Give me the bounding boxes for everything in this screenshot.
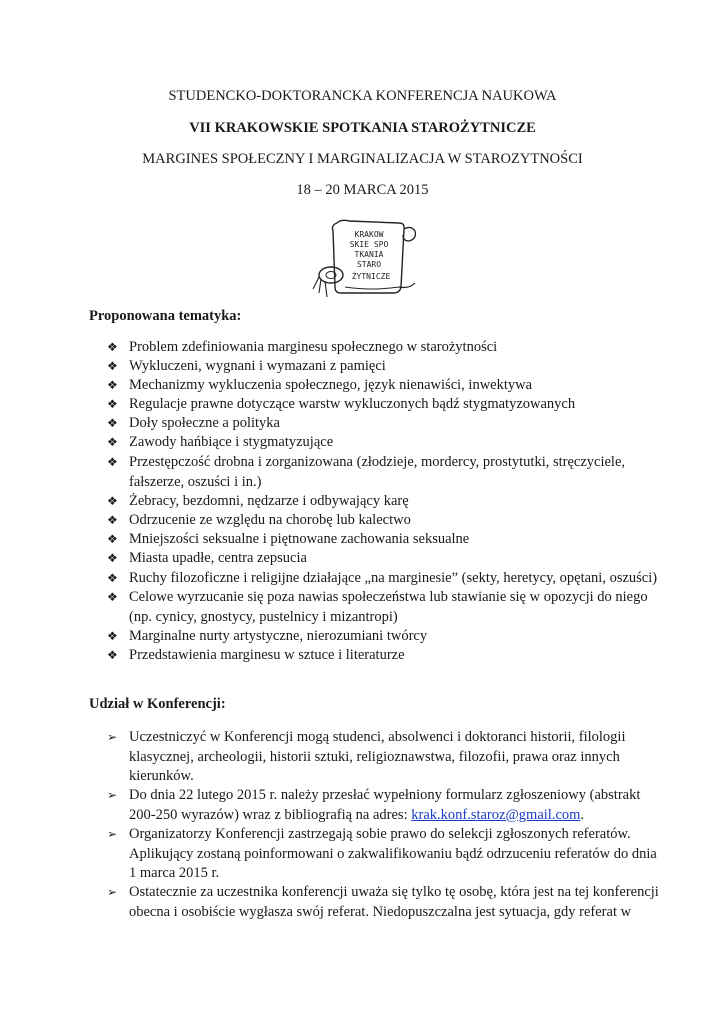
diamond-bullet-icon: ❖ xyxy=(107,551,118,565)
logo-text-line: STARO xyxy=(356,260,382,269)
conference-date: 18 – 20 MARCA 2015 xyxy=(296,182,429,198)
conference-type: STUDENCKO-DOKTORANCKA KONFERENCJA NAUKOWA xyxy=(168,88,557,104)
email-link[interactable]: krak.konf.staroz@gmail.com xyxy=(411,806,581,823)
diamond-bullet-icon: ❖ xyxy=(107,571,118,585)
list-item: ❖ Doły społeczne a polityka xyxy=(107,414,667,434)
list-item: ❖ Problem zdefiniowania marginesu społecznego w starożytności xyxy=(107,338,667,358)
list-item: ❖ Przedstawienia marginesu w sztuce i literaturze xyxy=(107,646,667,666)
arrow-bullet-icon: ➢ xyxy=(107,827,118,841)
topics-heading: Proponowana tematyka: xyxy=(89,308,242,324)
diamond-bullet-icon: ❖ xyxy=(107,590,118,604)
arrow-bullet-icon: ➢ xyxy=(107,788,118,802)
conference-subtitle: MARGINES SPOŁECZNY I MARGINALIZACJA W STAROZYTNOŚCI xyxy=(142,151,583,167)
list-item: ❖ Mechanizmy wykluczenia społecznego, język nienawiści, inwektywa xyxy=(107,376,667,396)
conference-title: VII KRAKOWSKIE SPOTKANIA STAROŻYTNICZE xyxy=(189,120,536,136)
diamond-bullet-icon: ❖ xyxy=(107,378,118,392)
period-text: . xyxy=(580,806,585,823)
list-item: ❖ Przestępczość drobna i zorganizowana (złodzieje, mordercy, prostytutki, stręczyciele, fałszerze, oszuści i in.) xyxy=(107,454,626,490)
logo-text-line: ŻYTNICZE xyxy=(351,272,391,281)
diamond-bullet-icon: ❖ xyxy=(107,513,118,527)
list-item: ❖ Regulacje prawne dotyczące warstw wykluczonych bądź stygmatyzowanych xyxy=(107,395,667,415)
deadline-text: Do dnia 22 lutego 2015 r. należy przesłać wypełniony formularz zgłoszeniowy (abstrakt 200-250 wyrazów) wraz z bibliografią na adres: xyxy=(129,787,641,823)
list-item: ➢ Uczestniczyć w Konferencji mogą studenci, absolwenci i doktoranci historii, filologii klasycznej, archeologii, historii sztuki, religioznawstwa, filozofii, prawa oraz innych kierunków. xyxy=(107,729,626,784)
diamond-bullet-icon: ❖ xyxy=(107,416,118,430)
participation-heading: Udział w Konferencji: xyxy=(89,696,226,712)
diamond-bullet-icon: ❖ xyxy=(107,648,118,662)
logo-text-line: KRAKOW xyxy=(354,230,384,239)
logo-text-line: SKIE SPO xyxy=(349,240,389,249)
arrow-bullet-icon: ➢ xyxy=(107,730,118,744)
diamond-bullet-icon: ❖ xyxy=(107,359,118,373)
diamond-bullet-icon: ❖ xyxy=(107,397,118,411)
diamond-bullet-icon: ❖ xyxy=(107,532,118,546)
scroll-logo xyxy=(311,217,419,299)
list-item xyxy=(107,786,667,825)
diamond-bullet-icon: ❖ xyxy=(107,435,118,449)
list-item: ❖ Wykluczeni, wygnani i wymazani z pamięci xyxy=(107,357,667,377)
diamond-bullet-icon: ❖ xyxy=(107,340,118,354)
list-item: ❖ Zawody hańbiące i stygmatyzujące xyxy=(107,433,667,453)
list-item: ➢ Organizatorzy Konferencji zastrzegają sobie prawo do selekcji zgłoszonych referatów. Aplikujący zostaną poinformowani o zakwalifikowaniu bądź odrzuceniu referatów do dnia 1 marca 2015 r. xyxy=(107,826,657,881)
list-item: ❖ Marginalne nurty artystyczne, nierozumiani twórcy xyxy=(107,627,667,647)
list-item: ➢ Ostatecznie za uczestnika konferencji uważa się tylko tę osobę, która jest na tej konferencji obecna i osobiście wygłasza swój referat. Niedopuszczalna jest sytuacja, gdy referat w xyxy=(107,884,659,920)
diamond-bullet-icon: ❖ xyxy=(107,494,118,508)
list-item: ❖ Mniejszości seksualne i piętnowane zachowania seksualne xyxy=(107,530,667,550)
list-item: ❖ Żebracy, bezdomni, nędzarze i odbywający karę xyxy=(107,492,667,512)
diamond-bullet-icon: ❖ xyxy=(107,455,118,469)
diamond-bullet-icon: ❖ xyxy=(107,629,118,643)
arrow-bullet-icon: ➢ xyxy=(107,885,118,899)
list-item: ❖ Miasta upadłe, centra zepsucia xyxy=(107,549,667,569)
list-item: ❖ Ruchy filozoficzne i religijne działające „na marginesie” (sekty, heretycy, opętani, oszuści) xyxy=(107,569,667,589)
list-item: ❖ Odrzucenie ze względu na chorobę lub kalectwo xyxy=(107,511,667,531)
list-item: ❖ Celowe wyrzucanie się poza nawias społeczeństwa lub stawianie się w opozycji do niego (np. cynicy, gnostycy, pustelnicy i mizantropi) xyxy=(107,589,648,625)
logo-text-line: TKANIA xyxy=(354,250,384,259)
